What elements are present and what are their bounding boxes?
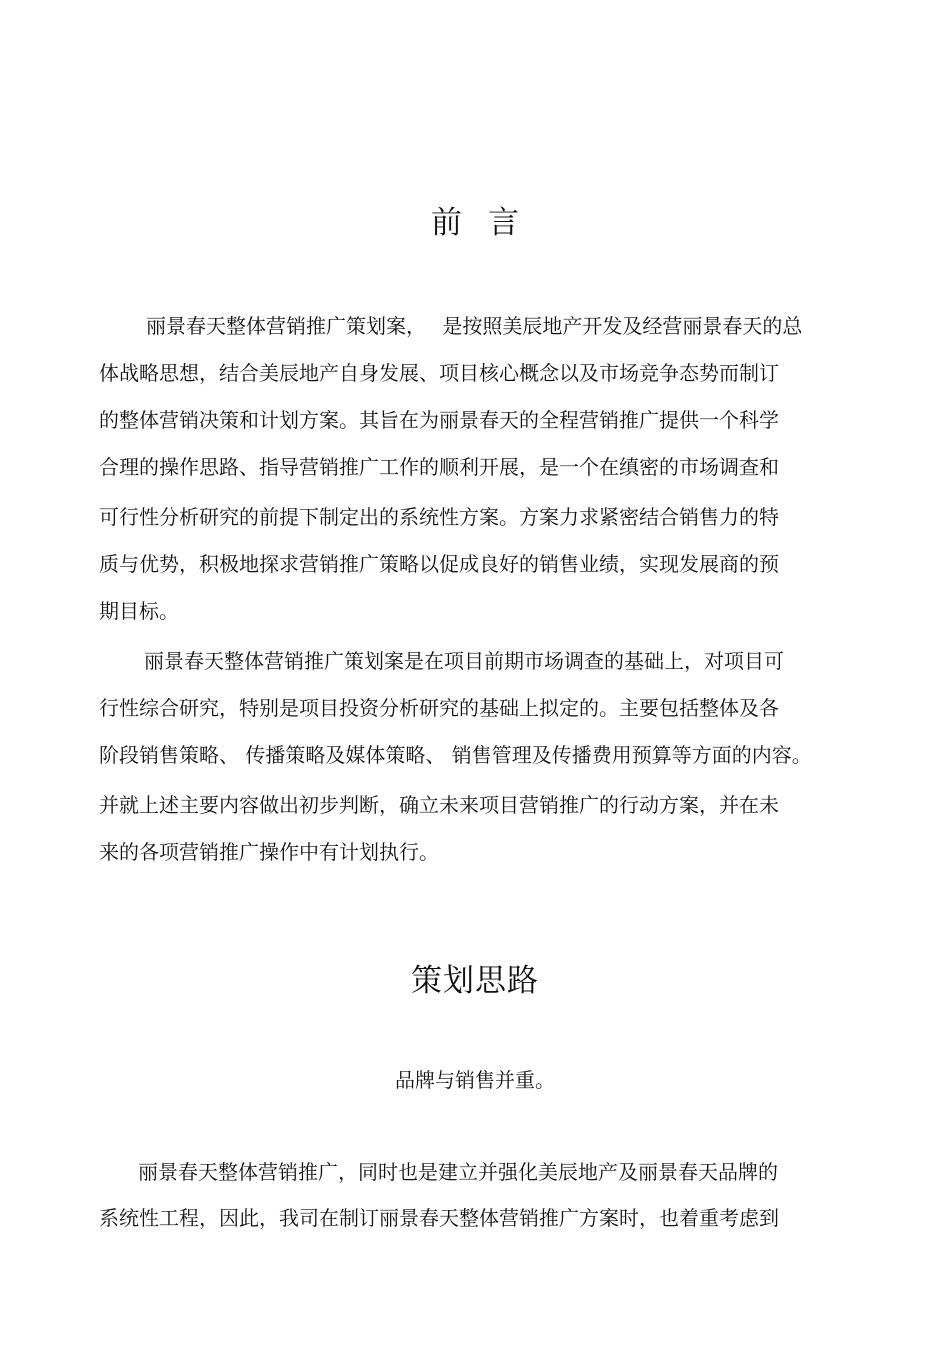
preface-line-12: 来的各项营销推广操作中有计划执行。	[99, 840, 439, 864]
preface-line-3: 的整体营销决策和计划方案。其旨在为丽景春天的全程营销推广提供一个科学	[99, 408, 779, 432]
preface-line-1: 丽景春天整体营销推广策划案， 是按照美辰地产开发及经营丽景春天的总	[146, 314, 803, 338]
preface-line-7: 期目标。	[99, 599, 179, 623]
preface-line-6: 质与优势，积极地探求营销推广策略以促成良好的销售业绩，实现发展商的预	[99, 552, 779, 576]
strategy-line-1: 丽景春天整体营销推广，同时也是建立并强化美辰地产及丽景春天品牌的	[138, 1160, 778, 1184]
preface-line-9: 行性综合研究，特别是项目投资分析研究的基础上拟定的。主要包括整体及各	[99, 696, 779, 720]
strategy-subtitle: 品牌与销售并重。	[395, 1068, 555, 1092]
preface-line-10: 阶段销售策略、 传播策略及媒体策略、 销售管理及传播费用预算等方面的内容。	[99, 743, 812, 767]
preface-line-11: 并就上述主要内容做出初步判断，确立未来项目营销推广的行动方案，并在未	[99, 793, 779, 817]
strategy-heading: 策划思路	[411, 963, 539, 999]
preface-line-4: 合理的操作思路、指导营销推广工作的顺利开展，是一个在缜密的市场调查和	[99, 455, 779, 479]
strategy-line-2: 系统性工程，因此，我司在制订丽景春天整体营销推广方案时，也着重考虑到	[99, 1206, 779, 1230]
preface-line-2: 体战略思想，结合美辰地产自身发展、项目核心概念以及市场竞争态势而制订	[99, 361, 779, 385]
preface-line-8: 丽景春天整体营销推广策划案是在项目前期市场调查的基础上，对项目可	[144, 649, 784, 673]
preface-heading: 前言	[431, 205, 545, 241]
preface-line-5: 可行性分析研究的前提下制定出的系统性方案。方案力求紧密结合销售力的特	[99, 505, 779, 529]
